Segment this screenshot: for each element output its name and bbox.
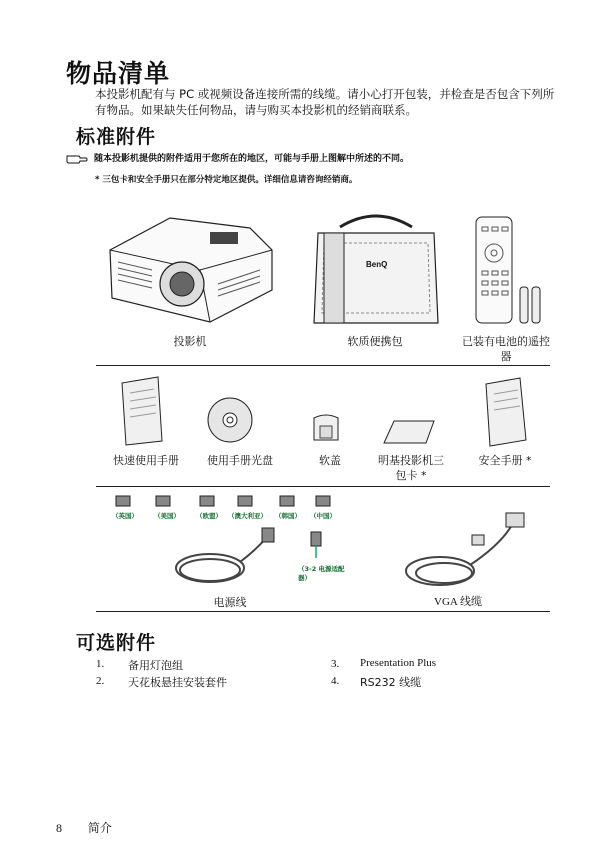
plug-label-uk: （英国）: [112, 512, 138, 520]
note-line: [66, 151, 409, 164]
soft-cover-image: [310, 412, 342, 446]
divider: [96, 486, 550, 487]
adapter-image: [308, 528, 324, 560]
plug-label-us: （美国）: [154, 512, 180, 520]
caption-remote: 已装有电池的遥控器: [462, 335, 550, 363]
plug-label-au: （澳大利亚）: [228, 512, 267, 520]
list-item: 4. RS232 线缆: [331, 675, 422, 689]
standard-accessories-heading: 标准附件: [76, 126, 157, 148]
list-item: 1. 备用灯泡组: [96, 658, 183, 672]
list-item: 2. 天花板悬挂安装套件: [96, 675, 227, 689]
quick-guide-image: [118, 373, 168, 448]
bag-brand-text: BenQ: [366, 260, 388, 269]
star-note: * 三包卡和安全手册只在部分特定地区提供。详细信息请咨询经销商。: [95, 175, 358, 185]
page-title: 物品清单: [66, 59, 171, 88]
caption-warranty-card: 明基投影机三包卡 *: [378, 454, 444, 482]
note-hand-icon: [66, 152, 88, 164]
note-text: 随本投影机提供的附件适用于您所在的地区，可能与手册上图解中所述的不同。: [94, 154, 410, 164]
caption-vga-cable: VGA 线缆: [434, 596, 482, 608]
caption-carry-bag: 软质便携包: [347, 335, 403, 348]
vga-cable-image: [400, 505, 540, 590]
safety-guide-image: [480, 376, 530, 448]
cd-image: [205, 395, 255, 445]
intro-paragraph: 本投影机配有与 PC 或视频设备连接所需的线缆。请小心打开包装，并检查是否包含下列所有物品。如果缺失任何物品，请与购买本投影机的经销商联系。: [95, 87, 555, 117]
caption-projector: 投影机: [173, 335, 207, 348]
projector-image: [100, 210, 280, 330]
divider: [96, 611, 550, 612]
page-footer: [56, 819, 134, 836]
caption-power-cord: 电源线: [213, 596, 247, 609]
remote-control-image: [470, 213, 550, 328]
plug-label-eu: （欧盟）: [196, 512, 222, 520]
section-name: 简介: [87, 821, 112, 835]
power-cord-image: [160, 520, 280, 590]
divider: [96, 365, 550, 366]
plug-label-cn: （中国）: [310, 512, 336, 520]
optional-accessories-heading: 可选附件: [76, 632, 157, 654]
page-number: 8: [56, 821, 62, 835]
caption-quick-guide: 快速使用手册: [113, 454, 179, 467]
carry-bag-image: [310, 205, 442, 333]
caption-soft-cover: 软盖: [319, 454, 341, 467]
list-item: 3. Presentation Plus: [331, 657, 437, 670]
adapter-label: （3-2 电源适配器）: [298, 565, 345, 582]
caption-cd: 使用手册光盘: [207, 454, 273, 467]
warranty-card-image: [382, 415, 438, 447]
plug-label-kr: （韩国）: [275, 512, 301, 520]
caption-safety-guide: 安全手册 *: [478, 454, 532, 467]
